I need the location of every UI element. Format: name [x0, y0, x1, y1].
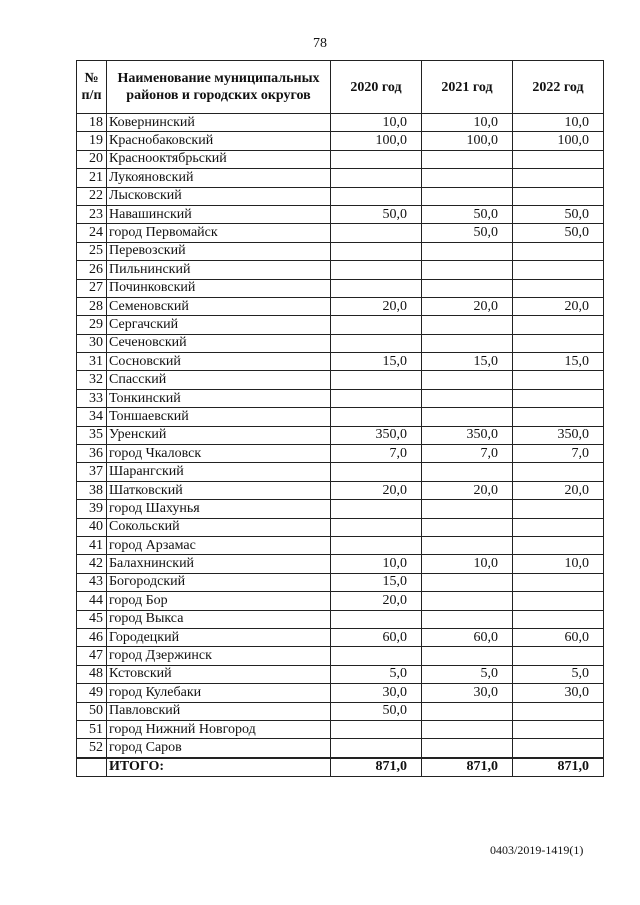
value-2020	[331, 463, 422, 481]
row-number: 40	[77, 518, 107, 536]
value-2020	[331, 316, 422, 334]
value-2021	[422, 592, 513, 610]
row-number: 42	[77, 555, 107, 573]
value-2020: 60,0	[331, 628, 422, 646]
value-2022	[513, 334, 604, 352]
header-2022: 2022 год	[513, 61, 604, 114]
value-2021: 15,0	[422, 353, 513, 371]
table-row	[77, 426, 604, 444]
table-row	[77, 739, 604, 758]
value-2022: 5,0	[513, 665, 604, 683]
value-2020	[331, 371, 422, 389]
value-2022	[513, 187, 604, 205]
value-2021	[422, 316, 513, 334]
value-2022	[513, 500, 604, 518]
table-row	[77, 408, 604, 426]
total-2022: 871,0	[513, 758, 604, 777]
table-body	[77, 114, 604, 758]
row-number: 37	[77, 463, 107, 481]
row-number: 22	[77, 187, 107, 205]
value-2020: 15,0	[331, 573, 422, 591]
municipality-name: Сергачский	[107, 316, 331, 334]
total-2021: 871,0	[422, 758, 513, 777]
value-2020: 30,0	[331, 684, 422, 702]
table-row	[77, 684, 604, 702]
municipality-name: Ковернинский	[107, 114, 331, 132]
value-2021	[422, 518, 513, 536]
value-2020	[331, 334, 422, 352]
value-2020	[331, 187, 422, 205]
table-header-row	[77, 61, 604, 114]
table-row	[77, 610, 604, 628]
row-number: 32	[77, 371, 107, 389]
row-number: 21	[77, 169, 107, 187]
value-2022	[513, 518, 604, 536]
value-2021	[422, 389, 513, 407]
value-2022	[513, 150, 604, 168]
total-row	[77, 758, 604, 777]
row-number: 29	[77, 316, 107, 334]
value-2022	[513, 536, 604, 554]
value-2021	[422, 647, 513, 665]
value-2021	[422, 536, 513, 554]
value-2021	[422, 150, 513, 168]
municipality-name: город Саров	[107, 739, 331, 758]
table-row	[77, 169, 604, 187]
value-2020: 20,0	[331, 481, 422, 499]
table-row	[77, 316, 604, 334]
value-2022: 10,0	[513, 114, 604, 132]
value-2020: 20,0	[331, 592, 422, 610]
row-number: 25	[77, 242, 107, 260]
municipality-name: Семеновский	[107, 297, 331, 315]
value-2020: 50,0	[331, 205, 422, 223]
row-number: 36	[77, 445, 107, 463]
table-row	[77, 536, 604, 554]
row-number: 30	[77, 334, 107, 352]
value-2022: 50,0	[513, 205, 604, 223]
municipality-name: Тонкинский	[107, 389, 331, 407]
value-2020	[331, 518, 422, 536]
document-id: 0403/2019-1419(1)	[490, 843, 584, 857]
value-2022: 15,0	[513, 353, 604, 371]
municipality-name: город Шахунья	[107, 500, 331, 518]
municipality-name: город Арзамас	[107, 536, 331, 554]
header-2021: 2021 год	[422, 61, 513, 114]
table-row	[77, 114, 604, 132]
table-row	[77, 500, 604, 518]
row-number: 38	[77, 481, 107, 499]
value-2022: 60,0	[513, 628, 604, 646]
value-2022	[513, 279, 604, 297]
row-number: 35	[77, 426, 107, 444]
value-2022	[513, 720, 604, 738]
municipality-name: Балахнинский	[107, 555, 331, 573]
value-2021	[422, 371, 513, 389]
value-2021: 60,0	[422, 628, 513, 646]
value-2022: 30,0	[513, 684, 604, 702]
table-row	[77, 445, 604, 463]
municipality-name: Краснооктябрьский	[107, 150, 331, 168]
value-2022: 350,0	[513, 426, 604, 444]
value-2021	[422, 610, 513, 628]
value-2022: 10,0	[513, 555, 604, 573]
value-2022	[513, 739, 604, 758]
municipality-name: город Кулебаки	[107, 684, 331, 702]
appropriations-table	[76, 60, 604, 777]
table-row	[77, 628, 604, 646]
municipality-name: город Бор	[107, 592, 331, 610]
value-2022: 20,0	[513, 297, 604, 315]
value-2021	[422, 463, 513, 481]
value-2022	[513, 371, 604, 389]
header-2020: 2020 год	[331, 61, 422, 114]
value-2022	[513, 592, 604, 610]
row-number: 20	[77, 150, 107, 168]
header-number: № п/п	[77, 61, 107, 114]
value-2021	[422, 500, 513, 518]
row-number: 18	[77, 114, 107, 132]
row-number: 44	[77, 592, 107, 610]
value-2020: 100,0	[331, 132, 422, 150]
value-2020	[331, 720, 422, 738]
table-row	[77, 150, 604, 168]
value-2020: 350,0	[331, 426, 422, 444]
value-2021: 20,0	[422, 297, 513, 315]
municipality-name: Спасский	[107, 371, 331, 389]
table-row	[77, 279, 604, 297]
value-2020: 20,0	[331, 297, 422, 315]
value-2020: 10,0	[331, 114, 422, 132]
value-2021	[422, 573, 513, 591]
value-2021: 100,0	[422, 132, 513, 150]
table-row	[77, 261, 604, 279]
value-2021: 50,0	[422, 224, 513, 242]
table-row	[77, 573, 604, 591]
row-number: 41	[77, 536, 107, 554]
municipality-name: город Нижний Новгород	[107, 720, 331, 738]
value-2021	[422, 720, 513, 738]
table-row	[77, 132, 604, 150]
municipality-name: Лукояновский	[107, 169, 331, 187]
value-2021: 20,0	[422, 481, 513, 499]
value-2022	[513, 463, 604, 481]
row-number: 33	[77, 389, 107, 407]
value-2020: 7,0	[331, 445, 422, 463]
value-2021	[422, 279, 513, 297]
value-2022	[513, 261, 604, 279]
table-row	[77, 389, 604, 407]
value-2021	[422, 169, 513, 187]
value-2020	[331, 500, 422, 518]
value-2020: 15,0	[331, 353, 422, 371]
row-number: 28	[77, 297, 107, 315]
row-number: 19	[77, 132, 107, 150]
value-2021: 7,0	[422, 445, 513, 463]
value-2020	[331, 536, 422, 554]
value-2020	[331, 739, 422, 758]
table-row	[77, 592, 604, 610]
row-number: 46	[77, 628, 107, 646]
table-row	[77, 297, 604, 315]
value-2021	[422, 334, 513, 352]
value-2022	[513, 647, 604, 665]
value-2021: 10,0	[422, 555, 513, 573]
municipality-name: Перевозский	[107, 242, 331, 260]
row-number: 50	[77, 702, 107, 720]
municipality-name: город Чкаловск	[107, 445, 331, 463]
value-2022	[513, 389, 604, 407]
value-2022	[513, 610, 604, 628]
value-2021	[422, 739, 513, 758]
value-2020	[331, 389, 422, 407]
value-2020	[331, 169, 422, 187]
value-2021	[422, 261, 513, 279]
municipality-name: город Дзержинск	[107, 647, 331, 665]
row-number: 31	[77, 353, 107, 371]
value-2020	[331, 408, 422, 426]
municipality-name: город Первомайск	[107, 224, 331, 242]
value-2021: 50,0	[422, 205, 513, 223]
row-number: 51	[77, 720, 107, 738]
value-2022: 7,0	[513, 445, 604, 463]
municipality-name: Сосновский	[107, 353, 331, 371]
total-label: ИТОГО:	[107, 758, 331, 777]
municipality-name: Навашинский	[107, 205, 331, 223]
table-row	[77, 481, 604, 499]
row-number: 52	[77, 739, 107, 758]
row-number: 43	[77, 573, 107, 591]
table-row	[77, 702, 604, 720]
total-number-cell	[77, 758, 107, 777]
municipality-name: Краснобаковский	[107, 132, 331, 150]
table-row	[77, 353, 604, 371]
table-row	[77, 187, 604, 205]
municipality-name: Починковский	[107, 279, 331, 297]
row-number: 45	[77, 610, 107, 628]
value-2022: 50,0	[513, 224, 604, 242]
row-number: 26	[77, 261, 107, 279]
row-number: 47	[77, 647, 107, 665]
value-2020	[331, 224, 422, 242]
table-row	[77, 242, 604, 260]
municipality-name: Тоншаевский	[107, 408, 331, 426]
value-2020: 10,0	[331, 555, 422, 573]
value-2022	[513, 702, 604, 720]
value-2020: 5,0	[331, 665, 422, 683]
value-2020: 50,0	[331, 702, 422, 720]
value-2022	[513, 573, 604, 591]
row-number: 34	[77, 408, 107, 426]
total-2020: 871,0	[331, 758, 422, 777]
value-2021	[422, 702, 513, 720]
value-2022	[513, 316, 604, 334]
value-2020	[331, 610, 422, 628]
value-2020	[331, 261, 422, 279]
value-2020	[331, 150, 422, 168]
value-2022	[513, 169, 604, 187]
row-number: 39	[77, 500, 107, 518]
municipality-name: город Выкса	[107, 610, 331, 628]
table-row	[77, 555, 604, 573]
municipality-name: Шатковский	[107, 481, 331, 499]
value-2020	[331, 242, 422, 260]
municipality-name: Лысковский	[107, 187, 331, 205]
municipality-name: Богородский	[107, 573, 331, 591]
value-2021: 5,0	[422, 665, 513, 683]
value-2022	[513, 408, 604, 426]
value-2020	[331, 647, 422, 665]
table-row	[77, 371, 604, 389]
municipality-name: Шарангский	[107, 463, 331, 481]
municipality-name: Пильнинский	[107, 261, 331, 279]
value-2021: 30,0	[422, 684, 513, 702]
table-row	[77, 334, 604, 352]
value-2022: 100,0	[513, 132, 604, 150]
value-2021: 10,0	[422, 114, 513, 132]
row-number: 27	[77, 279, 107, 297]
table-row	[77, 665, 604, 683]
value-2022	[513, 242, 604, 260]
table-row	[77, 647, 604, 665]
row-number: 23	[77, 205, 107, 223]
table-row	[77, 720, 604, 738]
municipality-name: Павловский	[107, 702, 331, 720]
municipality-name: Сокольский	[107, 518, 331, 536]
value-2022: 20,0	[513, 481, 604, 499]
row-number: 49	[77, 684, 107, 702]
value-2021: 350,0	[422, 426, 513, 444]
table-row	[77, 463, 604, 481]
table-row	[77, 224, 604, 242]
page-number: 78	[313, 36, 327, 51]
value-2021	[422, 187, 513, 205]
value-2021	[422, 242, 513, 260]
header-municipality: Наименование муниципальных районов и городских округов	[107, 61, 331, 114]
municipality-name: Сеченовский	[107, 334, 331, 352]
municipality-name: Кстовский	[107, 665, 331, 683]
row-number: 48	[77, 665, 107, 683]
municipality-name: Городецкий	[107, 628, 331, 646]
table-row	[77, 518, 604, 536]
value-2020	[331, 279, 422, 297]
row-number: 24	[77, 224, 107, 242]
value-2021	[422, 408, 513, 426]
municipality-name: Уренский	[107, 426, 331, 444]
table-row	[77, 205, 604, 223]
